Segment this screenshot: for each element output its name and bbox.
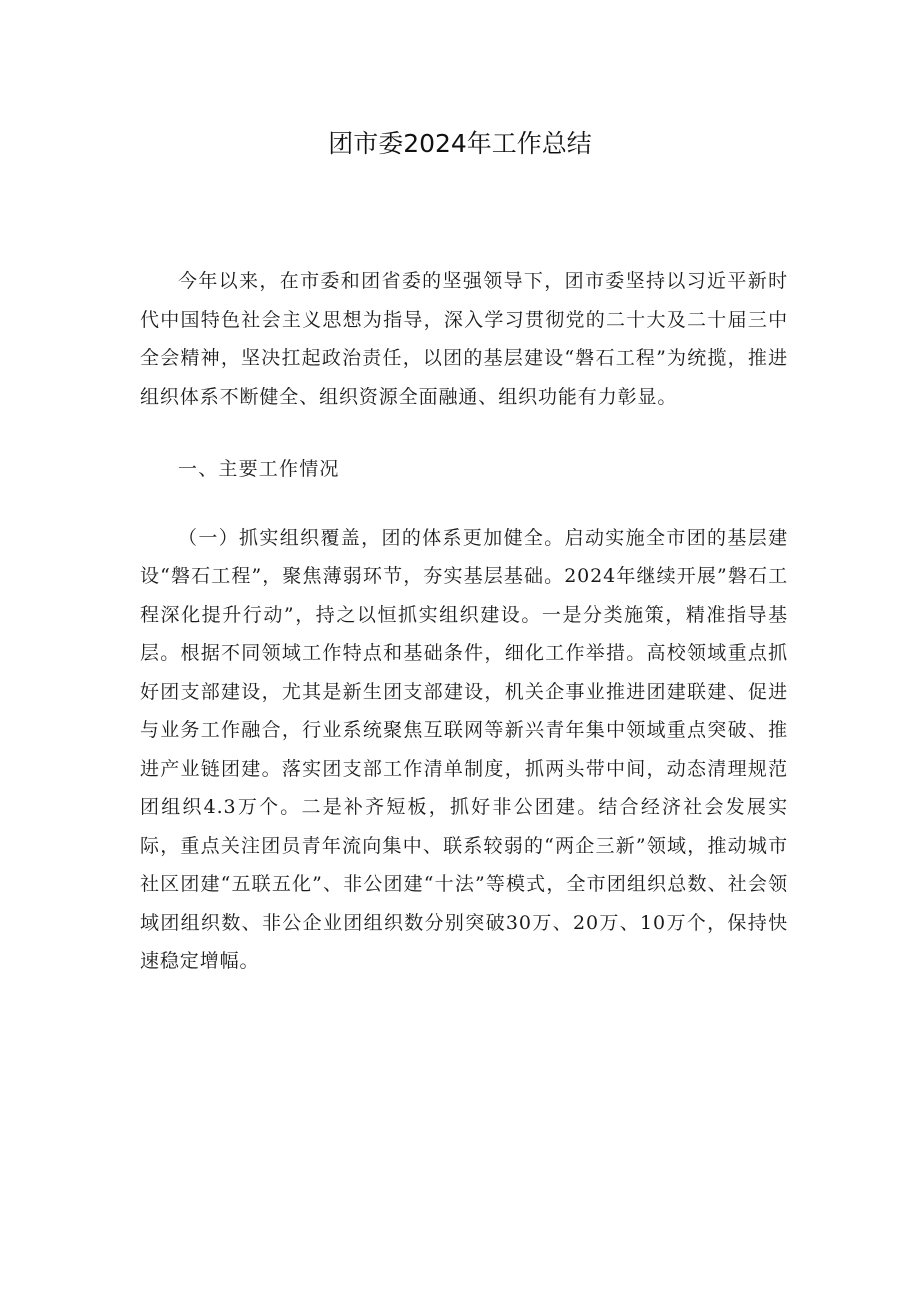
document-body	[140, 262, 788, 981]
section-heading-main-work: 一、主要工作情况	[178, 458, 340, 480]
section-paragraph-organization-coverage: （一）抓实组织覆盖，团的体系更加健全。启动实施全市团的基层建设“磐石工程”，聚焦薄弱环节，夯实基层基础。2024年继续开展”磐石工程深化提升行动”，持之以恒抓实组织建设。一是分类施策，精准指导基层。根据不同领域工作特点和基础条件，细化工作举措。高校领域重点抓好团支部建设，尤其是新生团支部建设，机关企事业推进团建联建、促进与业务工作融合，行业系统聚焦互联网等新兴青年集中领域重点突破、推进产业链团建。落实团支部工作清单制度，抓两头带中间，动态清理规范团组织4.3万个。二是补齐短板，抓好非公团建。结合经济社会发展实际，重点关注团员青年流向集中、联系较弱的“两企三新”领域，推动城市社区团建“五联五化”、非公团建“十法”等模式，全市团组织总数、社会领域团组织数、非公企业团组织数分别突破30万、20万、10万个，保持快速稳定增幅。	[140, 526, 788, 972]
intro-paragraph: 今年以来，在市委和团省委的坚强领导下，团市委坚持以习近平新时代中国特色社会主义思想为指导，深入学习贯彻党的二十大及二十届三中全会精神，坚决扛起政治责任，以团的基层建设“磐石工程”为统揽，推进组织体系不断健全、组织资源全面融通、组织功能有力彰显。	[140, 270, 788, 408]
document-title: 团市委2024年工作总结	[328, 129, 592, 158]
